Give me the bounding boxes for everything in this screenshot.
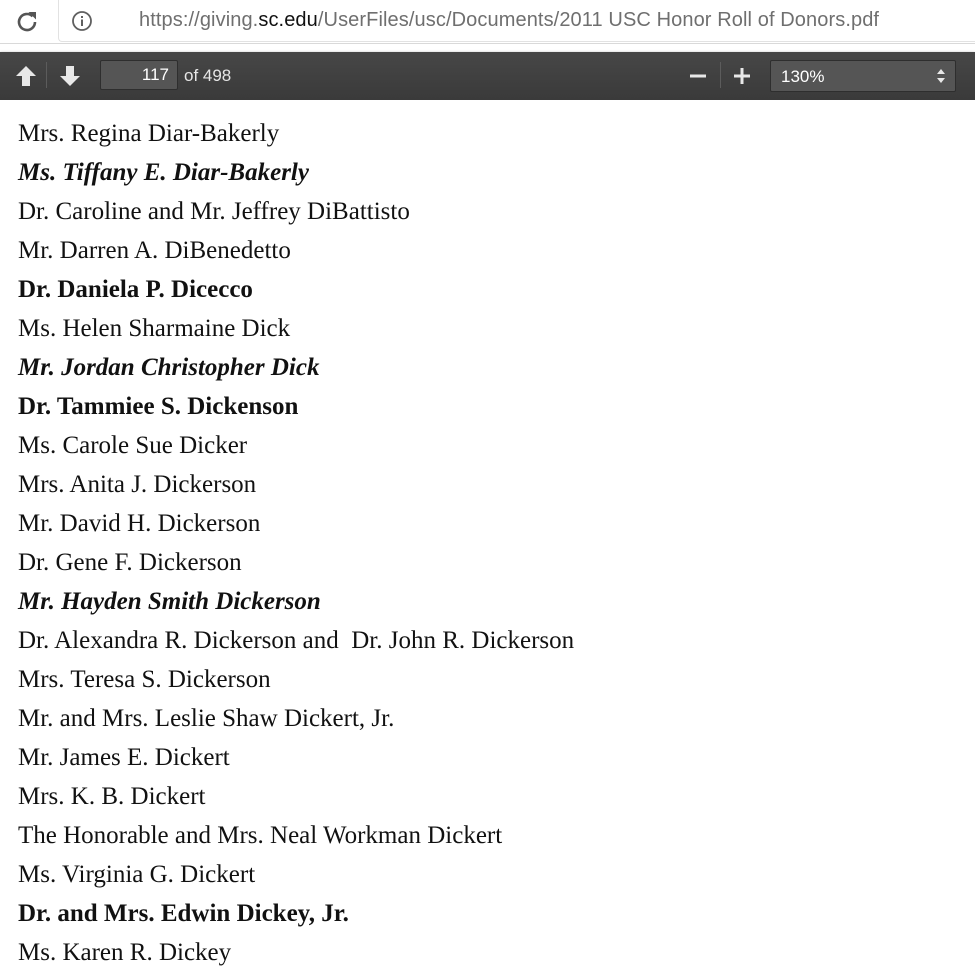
donor-name: Mrs. Teresa S. Dickerson	[18, 666, 271, 693]
chevron-up-down-icon	[935, 68, 947, 84]
donor-name: Mr. Jordan Christopher Dick	[18, 354, 320, 381]
donor-name: Dr. Daniela P. Dicecco	[18, 276, 253, 303]
url-text[interactable]	[139, 9, 879, 32]
donor-name: Dr. Alexandra R. Dickerson and Dr. John R. Dickerson	[18, 627, 575, 654]
page-number-input[interactable]	[100, 60, 178, 90]
zoom-level: 130%	[781, 67, 825, 86]
url-host: sc.edu	[258, 9, 318, 31]
pdf-toolbar	[0, 52, 975, 100]
donor-name: Ms. Virginia G. Dickert	[18, 861, 256, 888]
donor-name: The Honorable and Mrs. Neal Workman Dickert	[18, 822, 503, 849]
donor-name: Dr. Tammiee S. Dickenson	[18, 393, 299, 420]
arrow-up-icon[interactable]	[12, 62, 40, 90]
donor-name: Dr. and Mrs. Edwin Dickey, Jr.	[18, 900, 349, 927]
url-prefix: https://giving.	[139, 9, 259, 31]
toolbar-divider	[46, 62, 47, 88]
donor-name: Ms. Helen Sharmaine Dick	[18, 315, 291, 342]
browser-address-bar	[0, 0, 975, 44]
omnibox[interactable]	[58, 0, 975, 42]
pdf-page	[0, 100, 975, 977]
donor-name: Dr. Caroline and Mr. Jeffrey DiBattisto	[18, 198, 410, 225]
zoom-select[interactable]	[770, 60, 956, 92]
url-path: /UserFiles/usc/Documents/2011 USC Honor Roll of Donors.pdf	[317, 9, 880, 31]
donor-list	[18, 114, 574, 972]
donor-name: Dr. Gene F. Dickerson	[18, 549, 242, 576]
donor-name: Mrs. Regina Diar-Bakerly	[18, 120, 280, 147]
page-total: of 498	[184, 66, 232, 85]
zoom-out-button[interactable]	[684, 62, 712, 90]
donor-name: Ms. Karen R. Dickey	[18, 939, 232, 966]
donor-name: Mr. Hayden Smith Dickerson	[18, 588, 321, 615]
zoom-in-button[interactable]	[728, 62, 756, 90]
donor-name: Mr. David H. Dickerson	[18, 510, 261, 537]
reload-icon[interactable]	[14, 9, 40, 35]
donor-name: Mrs. K. B. Dickert	[18, 783, 206, 810]
toolbar-divider	[720, 62, 721, 88]
arrow-down-icon[interactable]	[56, 62, 84, 90]
donor-name: Mr. and Mrs. Leslie Shaw Dickert, Jr.	[18, 705, 395, 732]
donor-name: Mr. James E. Dickert	[18, 744, 230, 771]
info-icon[interactable]	[71, 10, 93, 32]
donor-name: Ms. Tiffany E. Diar-Bakerly	[18, 159, 309, 186]
donor-name: Mr. Darren A. DiBenedetto	[18, 237, 291, 264]
donor-name: Ms. Carole Sue Dicker	[18, 432, 248, 459]
donor-name: Mrs. Anita J. Dickerson	[18, 471, 257, 498]
